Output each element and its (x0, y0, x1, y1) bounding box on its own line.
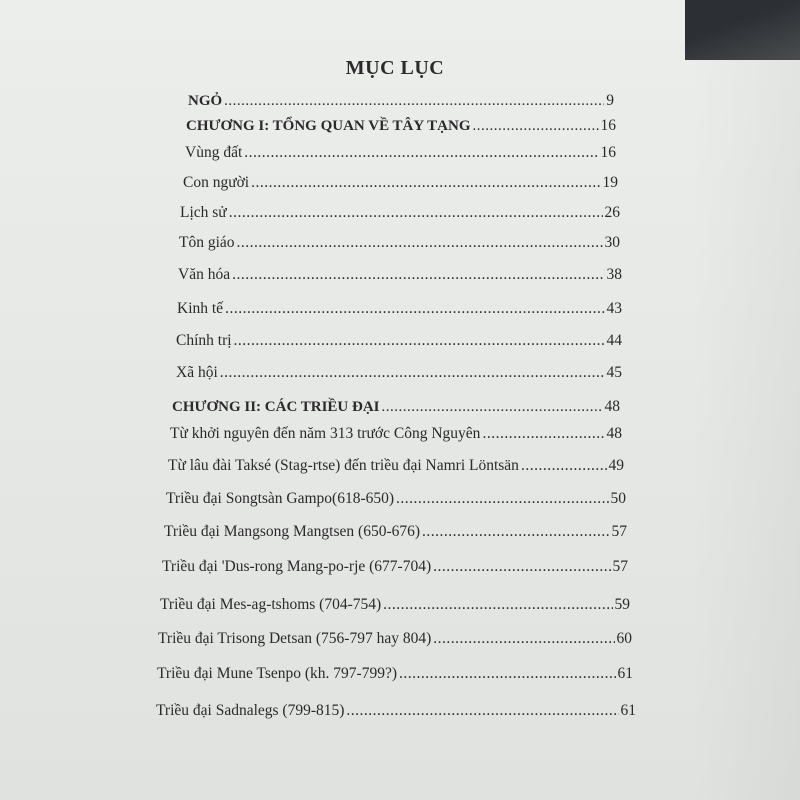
toc-entry (186, 117, 616, 135)
toc-entry-label: Kinh tế (177, 300, 224, 317)
dot-leader (396, 490, 608, 508)
toc-entry-label: Văn hóa (178, 266, 231, 283)
toc-entry (156, 702, 636, 720)
toc-entry (170, 425, 622, 443)
toc-entry-page: 26 (604, 204, 620, 221)
toc-entry-label: Từ lâu đài Taksé (Stag-rtse) đến triều đại Namri Löntsän (168, 457, 519, 474)
toc-entry-label: Triều đại 'Dus-rong Mang-po-rje (677-704) (162, 558, 432, 575)
dot-leader (225, 300, 604, 318)
toc-entry-page: 61 (617, 665, 633, 682)
dot-leader (251, 174, 600, 192)
toc-entry (179, 234, 620, 252)
toc-entry-label: Vùng đất (185, 144, 243, 161)
toc-entry (168, 457, 624, 475)
toc-entry-page: 48 (604, 398, 620, 415)
toc-entry (178, 266, 622, 284)
toc-entry (183, 174, 618, 192)
toc-entry-label: Triều đại Mangsong Mangtsen (650-676) (164, 523, 421, 540)
toc-entry-label: Lịch sử (180, 204, 227, 221)
toc-entry-page: 57 (611, 523, 627, 540)
toc-entry-page: 43 (606, 300, 622, 317)
dot-leader (346, 702, 618, 720)
page-title: MỤC LỤC (345, 57, 445, 79)
toc-entry-page: 44 (606, 332, 622, 349)
toc-entry (158, 630, 632, 648)
toc-entry (164, 523, 627, 541)
toc-entry-page: 16 (600, 117, 616, 134)
dot-leader (232, 266, 604, 284)
toc-entry-page: 16 (600, 144, 616, 161)
background-corner (685, 0, 800, 60)
toc-entry-page: 59 (614, 596, 630, 613)
toc-entry-label: Triều đại Trisong Detsan (756-797 hay 804) (158, 630, 432, 647)
page-shadow (690, 55, 800, 800)
toc-entry-page: 49 (608, 457, 624, 474)
dot-leader (482, 425, 604, 443)
dot-leader (237, 234, 603, 252)
toc-entry (188, 92, 614, 110)
toc-entry (172, 398, 620, 416)
toc-entry (176, 364, 622, 382)
dot-leader (224, 93, 604, 110)
toc-entry-page: 60 (616, 630, 632, 647)
toc-entry-label: Triều đại Songtsàn Gampo(618-650) (166, 490, 395, 507)
toc-entry-label: Chính trị (176, 332, 232, 349)
toc-entry (166, 490, 626, 508)
dot-leader (433, 558, 610, 576)
dot-leader (399, 665, 615, 683)
dot-leader (382, 399, 603, 416)
dot-leader (521, 457, 607, 475)
toc-entry-page: 45 (606, 364, 622, 381)
dot-leader (422, 523, 609, 541)
dot-leader (383, 596, 612, 614)
toc-entry-page: 50 (610, 490, 626, 507)
toc-entry-label: Con người (183, 174, 250, 191)
toc-entry (176, 332, 622, 350)
toc-entry-page: 48 (606, 425, 622, 442)
toc-entry-label: NGỎ (188, 93, 223, 109)
toc-entry-label: Từ khởi nguyên đến năm 313 trước Công Nguyên (170, 425, 481, 442)
toc-entry (177, 300, 622, 318)
toc-entry (180, 204, 620, 222)
toc-entry-page: 57 (612, 558, 628, 575)
toc-entry (160, 596, 630, 614)
toc-entry-label: Triều đại Mes-ag-tshoms (704-754) (160, 596, 382, 613)
toc-entry-label: Tôn giáo (179, 234, 235, 251)
toc-entry-label: CHƯƠNG II: CÁC TRIỀU ĐẠI (172, 399, 380, 415)
dot-leader (234, 332, 605, 350)
toc-entry-label: Triều đại Mune Tsenpo (kh. 797-799?) (157, 665, 398, 682)
dot-leader (433, 630, 614, 648)
toc-entry-label: Xã hội (176, 364, 218, 381)
dot-leader (229, 204, 603, 222)
toc-entry-page: 30 (604, 234, 620, 251)
dot-leader (244, 144, 598, 162)
dot-leader (472, 118, 598, 135)
dot-leader (220, 364, 605, 382)
toc-entry-label: Triều đại Sadnalegs (799-815) (156, 702, 345, 719)
toc-entry-label: CHƯƠNG I: TỔNG QUAN VỀ TÂY TẠNG (186, 118, 471, 134)
toc-entry-page: 9 (606, 92, 614, 109)
toc-entry-page: 61 (620, 702, 636, 719)
toc-entry (157, 665, 633, 683)
toc-entry-page: 19 (602, 174, 618, 191)
toc-entry-page: 38 (606, 266, 622, 283)
toc-entry (185, 144, 616, 162)
toc-entry (162, 558, 628, 576)
